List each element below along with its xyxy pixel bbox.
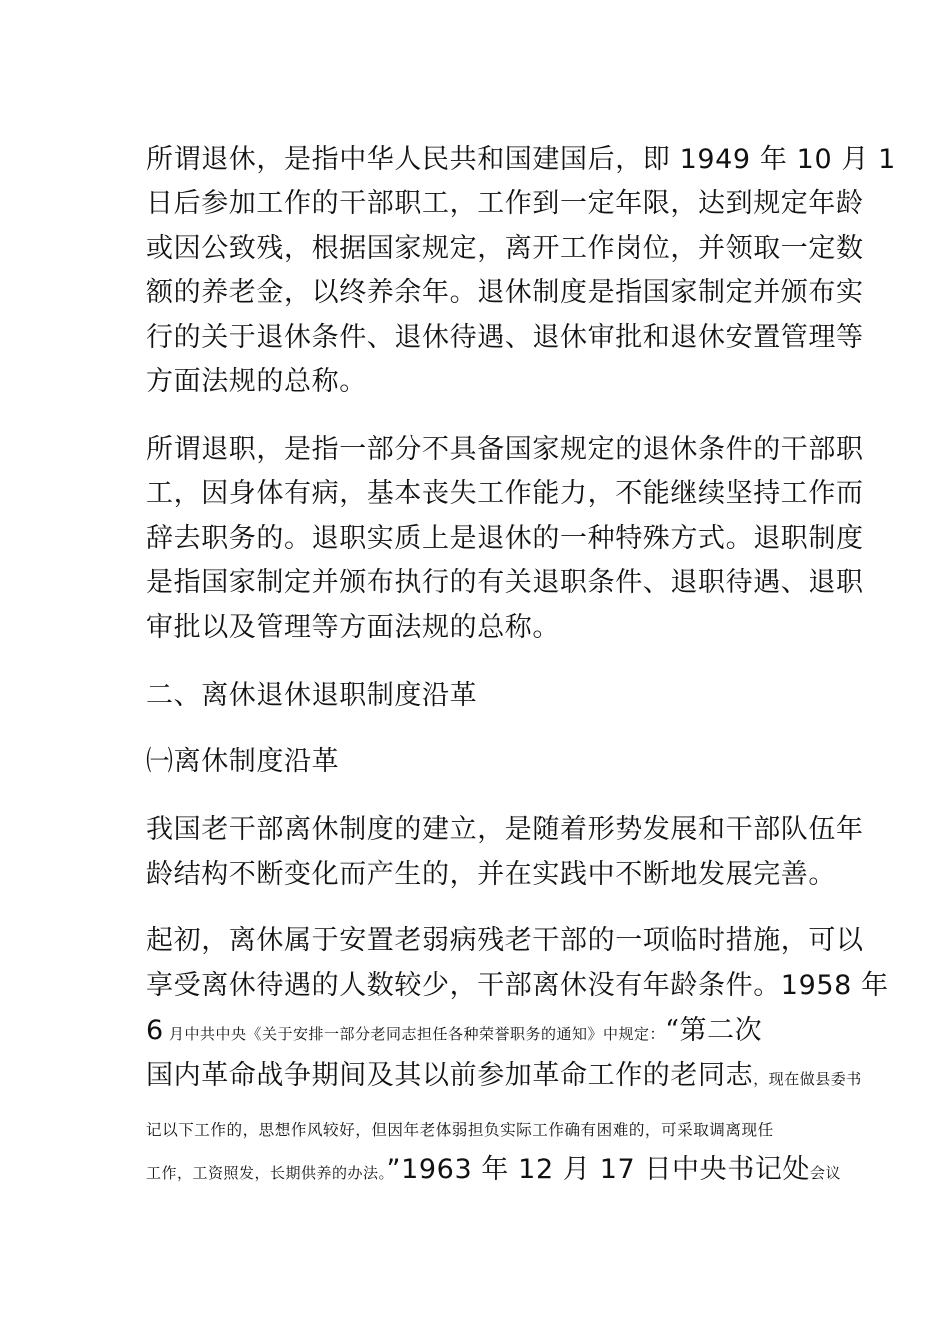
paragraph3-line-1: 我国老干部离休制度的建立，是随着形势发展和干部队伍年 xyxy=(146,814,864,845)
paragraph1-line-3: 或因公致残，根据国家规定，离开工作岗位，并领取一定数 xyxy=(146,233,864,264)
paragraph1-line-1: 所谓退休，是指中华人民共和国建国后，即 1949 年 10 月 1 xyxy=(146,144,896,175)
paragraph2-line-4: 是指国家制定并颁布执行的有关退职条件、退职待遇、退职 xyxy=(146,567,864,598)
paragraph4-line-3 xyxy=(146,1011,762,1051)
paragraph4-line-4-large-text: 国内革命战争期间及其以前参加革命工作的老同志 xyxy=(146,1060,754,1091)
paragraph4-line-6-small-end: 会议 xyxy=(810,1164,842,1182)
subsection-heading: ㈠离休制度沿革 xyxy=(146,746,340,777)
paragraph4-line-6 xyxy=(146,1150,841,1190)
paragraph4-line-6-small-text: 工作，工资照发，长期供养的办法。 xyxy=(146,1164,387,1182)
paragraph4-line-6-large-text: ”1963 年 12 月 17 日中央书记处 xyxy=(386,1154,811,1185)
paragraph2-line-3: 辞去职务的。退职实质上是退休的一种特殊方式。退职制度 xyxy=(146,523,864,554)
paragraph4-line-5: 记以下工作的，思想作风较好，但因年老体弱担负实际工作确有困难的，可采取调离现任 xyxy=(146,1121,774,1139)
paragraph1-line-6: 方面法规的总称。 xyxy=(146,366,367,397)
paragraph2-line-2: 工，因身体有病，基本丧失工作能力，不能继续坚持工作而 xyxy=(146,478,864,509)
paragraph4-line-3-number: 6 xyxy=(146,1015,164,1046)
paragraph1-line-2: 日后参加工作的干部职工，工作到一定年限，达到规定年龄 xyxy=(146,188,864,219)
paragraph3-line-2: 龄结构不断变化而产生的，并在实践中不断地发展完善。 xyxy=(146,859,836,890)
section-heading: 二、离休退休退职制度沿革 xyxy=(146,680,478,711)
paragraph4-line-3-quote-text: “第二次 xyxy=(665,1015,763,1046)
paragraph2-line-5: 审批以及管理等方面法规的总称。 xyxy=(146,612,560,643)
paragraph4-line-1: 起初，离休属于安置老弱病残老干部的一项临时措施，可以 xyxy=(146,925,864,956)
paragraph4-line-4 xyxy=(146,1056,862,1096)
paragraph4-line-3-small-text: 月中共中央《关于安排一部分老同志担任各种荣誉职务的通知》中规定： xyxy=(163,1025,666,1043)
paragraph2-line-1: 所谓退职，是指一部分不具备国家规定的退休条件的干部职 xyxy=(146,434,864,465)
paragraph4-line-2: 享受离休待遇的人数较少，干部离休没有年龄条件。1958 年 xyxy=(146,970,889,1001)
paragraph1-line-4: 额的养老金，以终养余年。退休制度是指国家制定并颁布实 xyxy=(146,277,864,308)
paragraph4-line-4-small-text: ，现在做县委书 xyxy=(753,1070,862,1088)
paragraph1-line-5: 行的关于退休条件、退休待遇、退休审批和退休安置管理等 xyxy=(146,322,864,353)
